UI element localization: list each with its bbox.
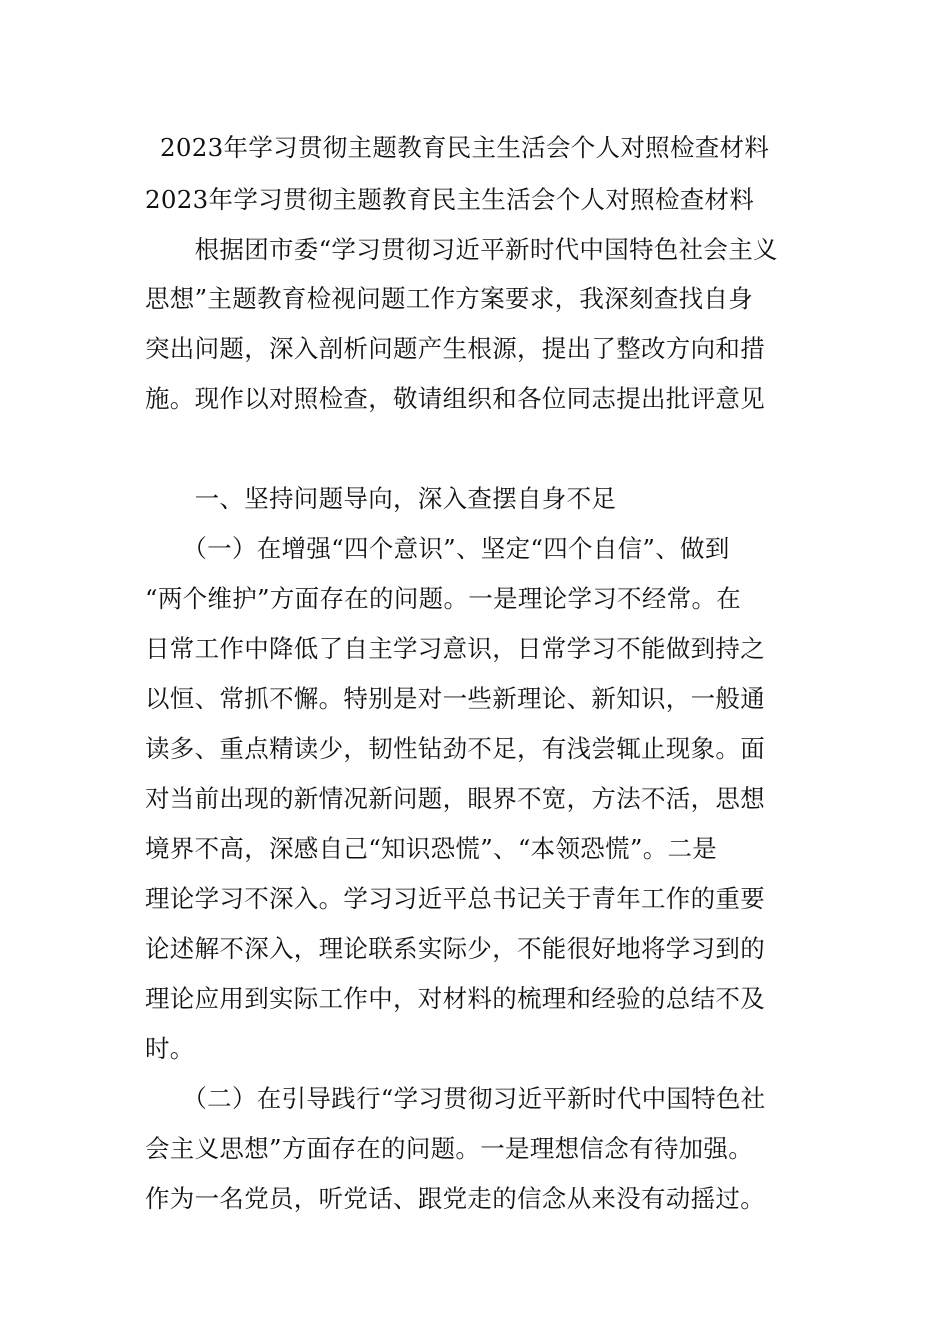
body-line: 对当前出现的新情况新问题，眼界不宽，方法不活，思想 (145, 784, 765, 813)
body-line: 理论学习不深入。学习习近平总书记关于青年工作的重要 (145, 884, 765, 913)
body-line: （一）在增强“四个意识”、坚定“四个自信”、做到 (145, 534, 730, 563)
body-line: 作为一名党员，听党话、跟党走的信念从来没有动摇过。 (145, 1184, 765, 1213)
section-heading: 一、坚持问题导向，深入查摆自身不足 (145, 484, 617, 513)
document-subtitle: 2023年学习贯彻主题教育民主生活会个人对照检查材料 (145, 185, 755, 214)
body-line: 根据团市委“学习贯彻习近平新时代中国特色社会主义 (145, 235, 778, 264)
body-line: 施。现作以对照检查，敬请组织和各位同志提出批评意见 (145, 384, 765, 413)
body-line: 思想”主题教育检视问题工作方案要求，我深刻查找自身 (145, 284, 754, 313)
body-line: 读多、重点精读少，韧性钻劲不足，有浅尝辄止现象。面 (145, 734, 765, 763)
document-title: 2023年学习贯彻主题教育民主生活会个人对照检查材料 (160, 133, 770, 162)
body-line: 日常工作中降低了自主学习意识，日常学习不能做到持之 (145, 634, 765, 663)
body-line: 时。 (145, 1034, 195, 1063)
body-line: 以恒、常抓不懈。特别是对一些新理论、新知识，一般通 (145, 684, 765, 713)
body-line: 会主义思想”方面存在的问题。一是理想信念有待加强。 (145, 1134, 754, 1163)
body-line: “两个维护”方面存在的问题。一是理论学习不经常。在 (145, 584, 742, 613)
body-line: （二）在引导践行“学习贯彻习近平新时代中国特色社 (145, 1084, 766, 1113)
body-line: 论述解不深入，理论联系实际少，不能很好地将学习到的 (145, 934, 765, 963)
body-line: 突出问题，深入剖析问题产生根源，提出了整改方向和措 (145, 334, 765, 363)
body-line: 境界不高，深感自己“知识恐慌”、“本领恐慌”。二是 (145, 834, 718, 863)
body-line: 理论应用到实际工作中，对材料的梳理和经验的总结不及 (145, 984, 765, 1013)
